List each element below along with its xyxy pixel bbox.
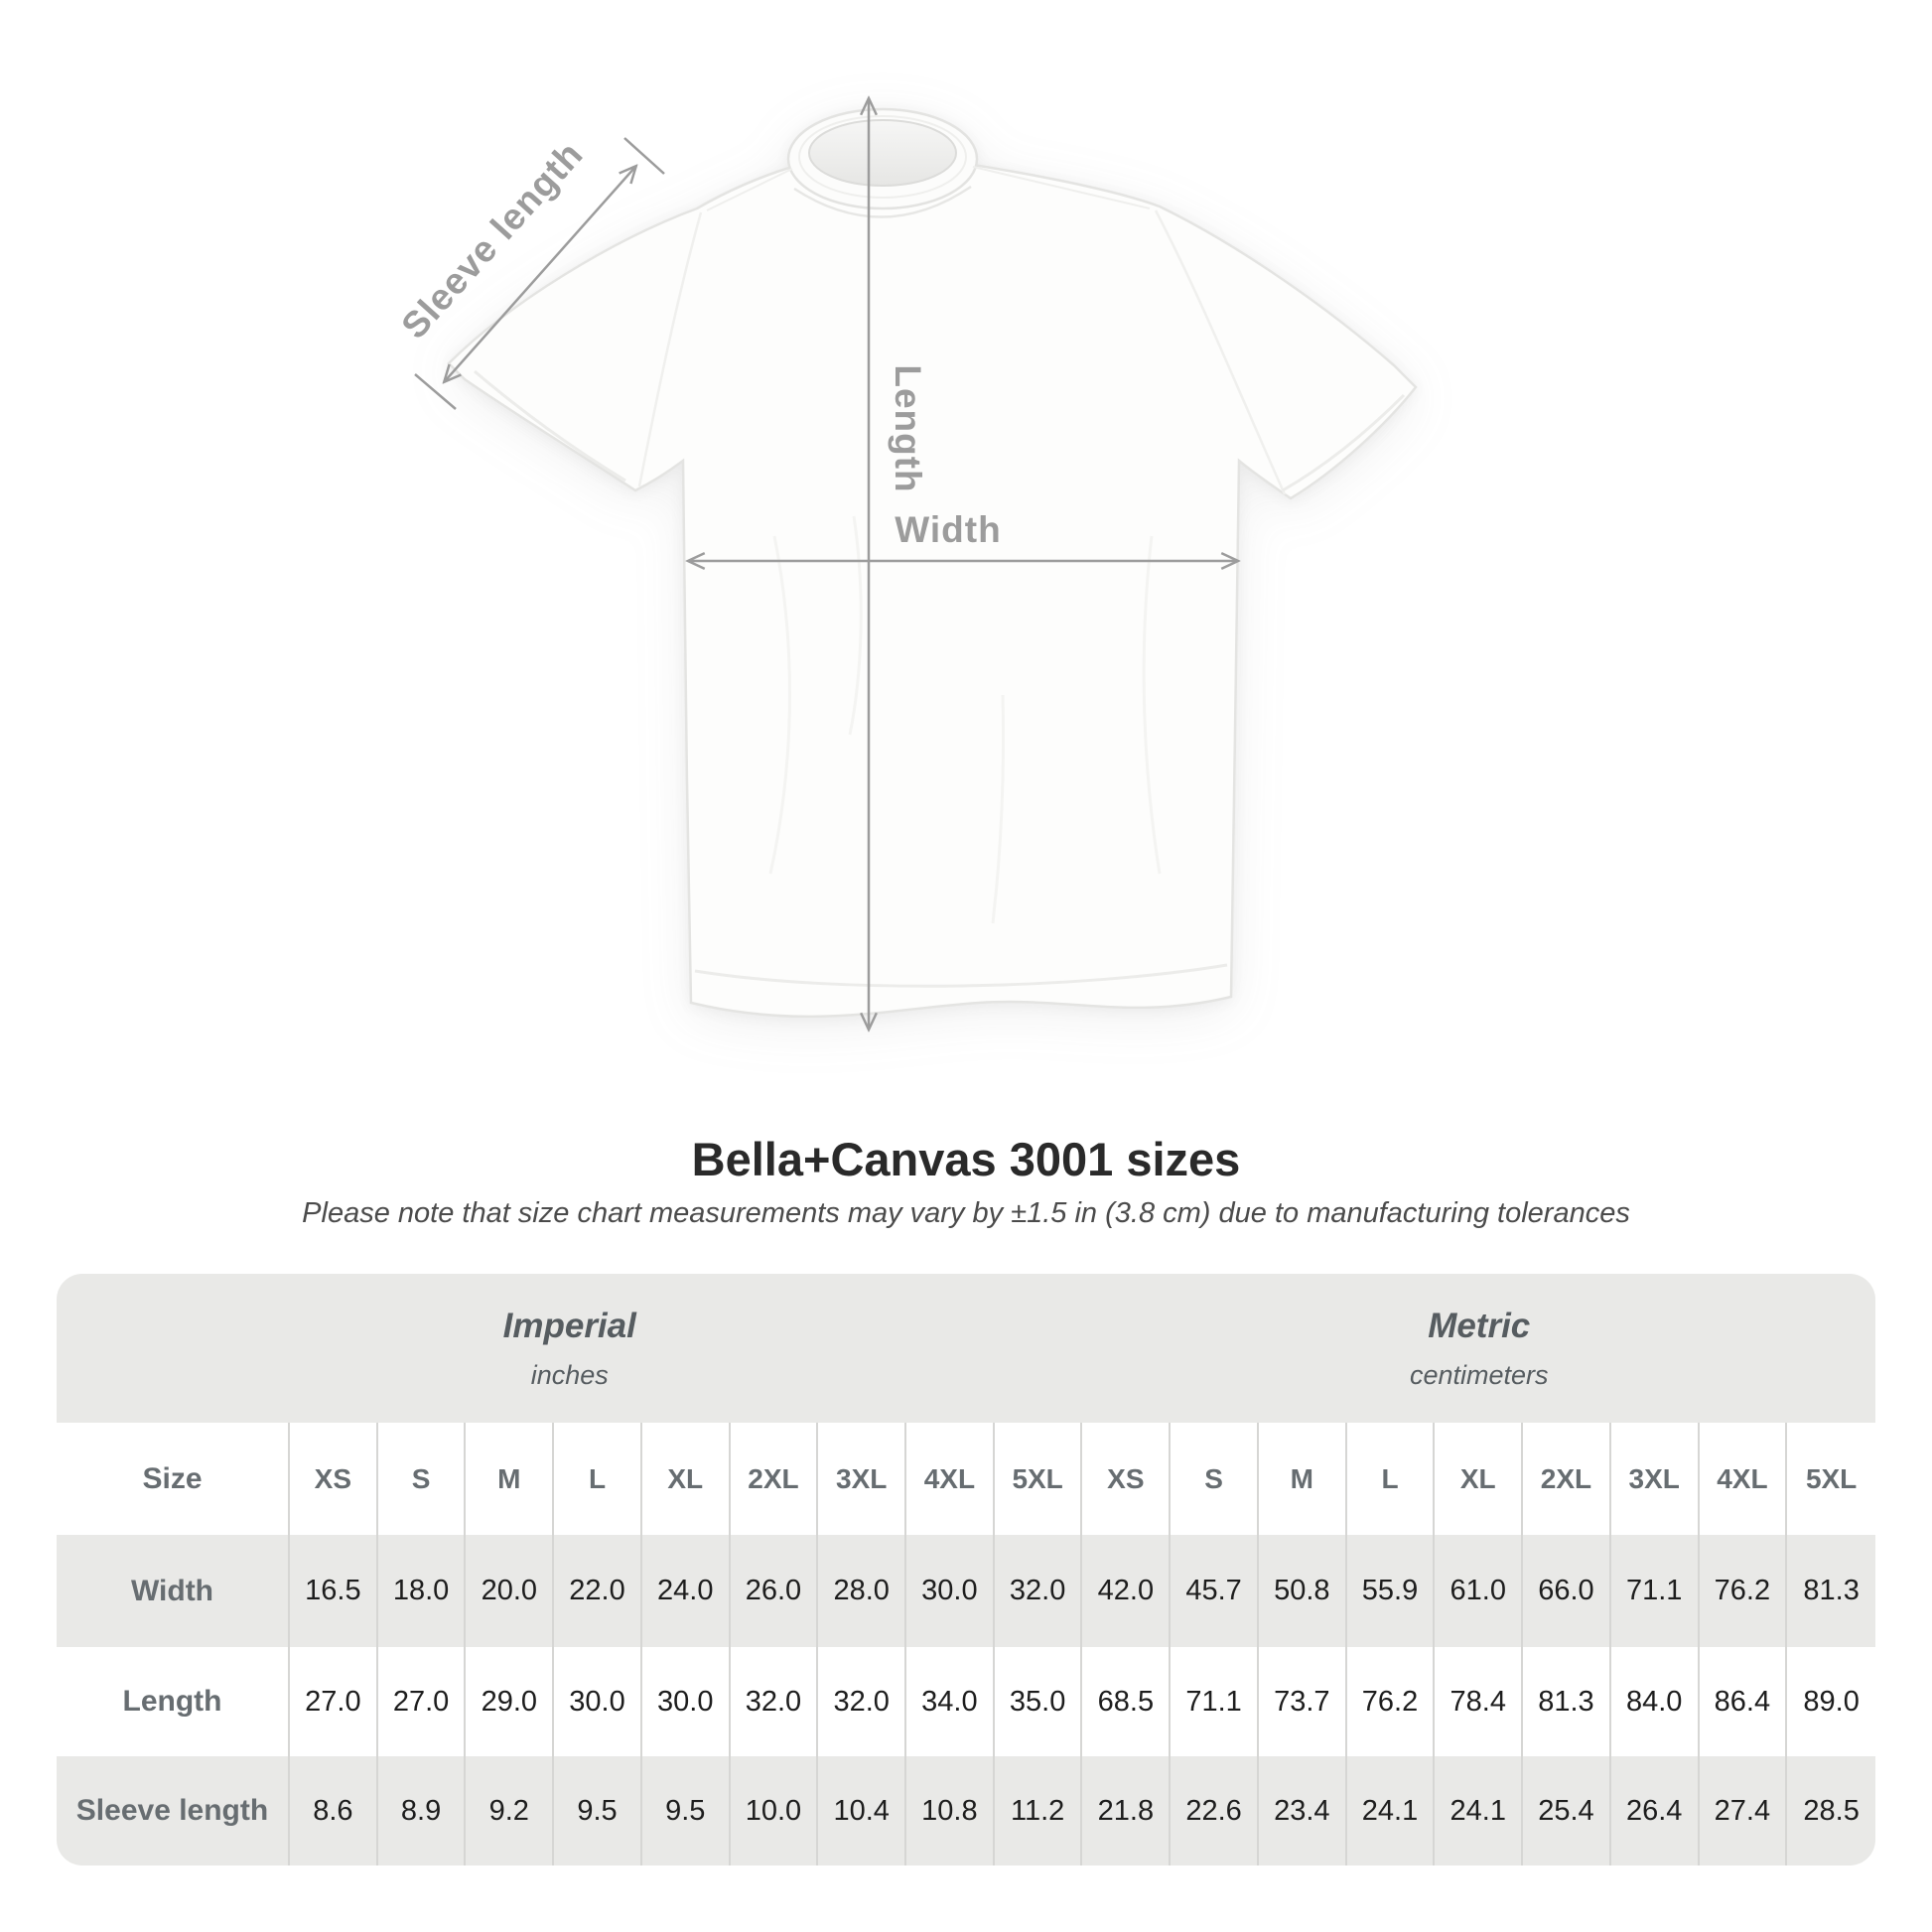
value-cell: 35.0 [995, 1647, 1083, 1756]
value-cell: 27.4 [1700, 1756, 1788, 1865]
value-cell: 78.4 [1435, 1647, 1523, 1756]
value-cell: 71.1 [1171, 1647, 1259, 1756]
imperial-label: Imperial [502, 1306, 636, 1345]
value-cell: 9.5 [554, 1756, 642, 1865]
size-header-cell: 2XL [1523, 1423, 1611, 1535]
value-cell: 30.0 [642, 1647, 731, 1756]
size-header-cell: 3XL [818, 1423, 906, 1535]
value-cell: 29.0 [466, 1647, 554, 1756]
size-header-cell: 2XL [731, 1423, 819, 1535]
width-label: Width [895, 509, 1002, 550]
size-header-cell: 4XL [906, 1423, 995, 1535]
value-cell: 89.0 [1787, 1647, 1875, 1756]
size-header-cell: XS [1082, 1423, 1171, 1535]
value-cell: 84.0 [1611, 1647, 1700, 1756]
value-cell: 76.2 [1347, 1647, 1436, 1756]
value-cell: 50.8 [1259, 1535, 1347, 1647]
value-cell: 32.0 [731, 1647, 819, 1756]
value-cell: 32.0 [818, 1647, 906, 1756]
value-cell: 28.0 [818, 1535, 906, 1647]
value-cell: 68.5 [1082, 1647, 1171, 1756]
value-cell: 76.2 [1700, 1535, 1788, 1647]
value-cell: 24.1 [1347, 1756, 1436, 1865]
value-cell: 27.0 [378, 1647, 467, 1756]
value-cell: 34.0 [906, 1647, 995, 1756]
sleeve-length-end-tick [624, 138, 664, 174]
size-header-cell: 4XL [1700, 1423, 1788, 1535]
value-cell: 10.8 [906, 1756, 995, 1865]
imperial-header [57, 1274, 1082, 1423]
value-cell: 21.8 [1082, 1756, 1171, 1865]
metric-unit: centimeters [1409, 1359, 1549, 1390]
value-cell: 28.5 [1787, 1756, 1875, 1865]
value-cell: 32.0 [995, 1535, 1083, 1647]
value-cell: 20.0 [466, 1535, 554, 1647]
value-cell: 8.6 [290, 1756, 378, 1865]
value-cell: 61.0 [1435, 1535, 1523, 1647]
size-header-cell: 5XL [1787, 1423, 1875, 1535]
value-cell: 9.5 [642, 1756, 731, 1865]
page-title: Bella+Canvas 3001 sizes [691, 1133, 1241, 1185]
row-label-sleeve-length: Sleeve length [57, 1756, 290, 1865]
value-cell: 23.4 [1259, 1756, 1347, 1865]
value-cell: 16.5 [290, 1535, 378, 1647]
value-cell: 81.3 [1523, 1647, 1611, 1756]
value-cell: 45.7 [1171, 1535, 1259, 1647]
metric-label: Metric [1428, 1306, 1531, 1345]
value-cell: 30.0 [906, 1535, 995, 1647]
value-cell: 24.0 [642, 1535, 731, 1647]
size-header-cell: L [554, 1423, 642, 1535]
value-cell: 26.4 [1611, 1756, 1700, 1865]
neck-opening [809, 120, 956, 186]
sleeve-length-label: Sleeve length [393, 133, 592, 346]
value-cell: 9.2 [466, 1756, 554, 1865]
size-header-cell: XS [290, 1423, 378, 1535]
value-cell: 25.4 [1523, 1756, 1611, 1865]
value-cell: 27.0 [290, 1647, 378, 1756]
value-cell: 18.0 [378, 1535, 467, 1647]
value-cell: 8.9 [378, 1756, 467, 1865]
size-header-cell: 5XL [995, 1423, 1083, 1535]
tolerance-note: Please note that size chart measurements may vary by ±1.5 in (3.8 cm) due to manufacturing tolerances [302, 1197, 1630, 1229]
length-label: Length [888, 364, 928, 493]
row-label-length: Length [57, 1647, 290, 1756]
size-header-cell: L [1347, 1423, 1436, 1535]
size-header-cell: XL [1435, 1423, 1523, 1535]
size-header-cell: XL [642, 1423, 731, 1535]
size-col-header: Size [57, 1423, 290, 1535]
value-cell: 81.3 [1787, 1535, 1875, 1647]
value-cell: 73.7 [1259, 1647, 1347, 1756]
size-header-cell: M [466, 1423, 554, 1535]
value-cell: 66.0 [1523, 1535, 1611, 1647]
value-cell: 71.1 [1611, 1535, 1700, 1647]
row-label-width: Width [57, 1535, 290, 1647]
value-cell: 10.0 [731, 1756, 819, 1865]
value-cell: 86.4 [1700, 1647, 1788, 1756]
size-header-cell: 3XL [1611, 1423, 1700, 1535]
size-header-cell: S [1171, 1423, 1259, 1535]
sleeve-length-end-tick [415, 374, 456, 409]
size-header-cell: M [1259, 1423, 1347, 1535]
size-header-cell: S [378, 1423, 467, 1535]
size-table [57, 1274, 1875, 1865]
tshirt-outline [449, 137, 1416, 1016]
value-cell: 30.0 [554, 1647, 642, 1756]
metric-header [1082, 1274, 1875, 1423]
value-cell: 22.0 [554, 1535, 642, 1647]
value-cell: 26.0 [731, 1535, 819, 1647]
tshirt-illustration [449, 109, 1416, 1017]
value-cell: 11.2 [995, 1756, 1083, 1865]
value-cell: 24.1 [1435, 1756, 1523, 1865]
value-cell: 22.6 [1171, 1756, 1259, 1865]
value-cell: 10.4 [818, 1756, 906, 1865]
imperial-unit: inches [530, 1359, 609, 1390]
value-cell: 42.0 [1082, 1535, 1171, 1647]
value-cell: 55.9 [1347, 1535, 1436, 1647]
